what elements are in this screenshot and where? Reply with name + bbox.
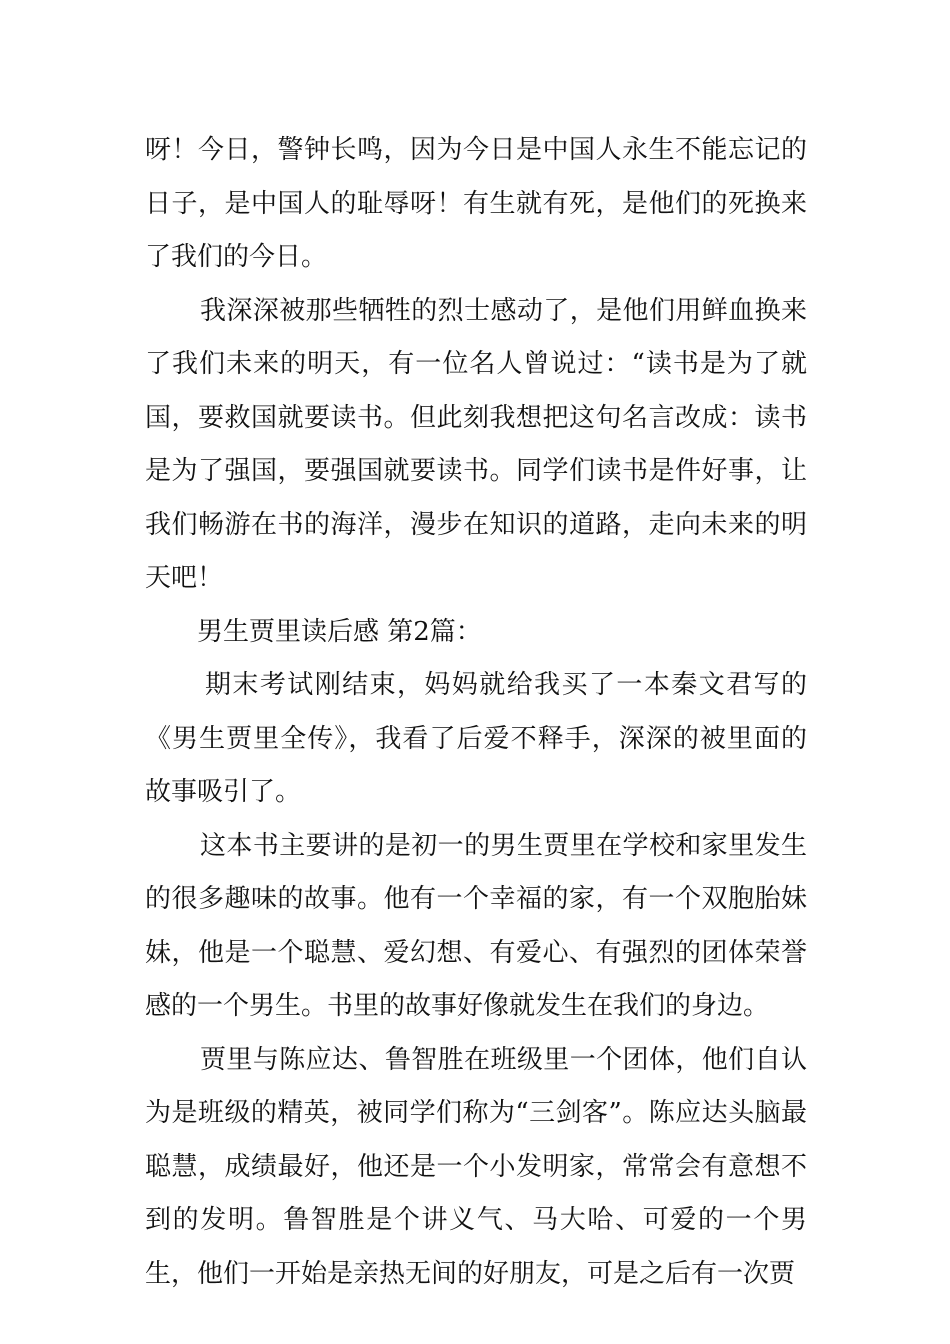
paragraph-2: 我深深被那些牺牲的烈士感动了，是他们用鲜血换来了我们未来的明天，有一位名人曾说过：“读书是为了就国，要救国就要读书。但此刻我想把这句名言改成：读书是为了强国，要强国就要读书。同学们读书是件好事，让我们畅游在书的海洋，漫步在知识的道路，走向未来的明天吧！ [145,295,807,593]
paragraph-3: 期末考试刚结束，妈妈就给我买了一本秦文君写的《男生贾里全传》，我看了后爱不释手，深深的被里面的故事吸引了。 [145,670,807,807]
section-heading: 男生贾里读后感 第2篇： [197,616,482,647]
paragraph-4: 这本书主要讲的是初一的男生贾里在学校和家里发生的很多趣味的故事。他有一个幸福的家，有一个双胞胎妹妹，他是一个聪慧、爱幻想、有爱心、有强烈的团体荣誉感的一个男生。书里的故事好像就发生在我们的身边。 [145,830,807,1021]
paragraph-1: 呀！今日，警钟长鸣，因为今日是中国人永生不能忘记的日子，是中国人的耻辱呀！有生就有死，是他们的死换来了我们的今日。 [145,135,807,272]
document-body [145,124,807,1301]
paragraph-5: 贾里与陈应达、鲁智胜在班级里一个团体，他们自认为是班级的精英，被同学们称为“三剑客”。陈应达头脑最聪慧，成绩最好，他还是一个小发明家，常常会有意想不到的发明。鲁智胜是个讲义气、马大哈、可爱的一个男生，他们一开始是亲热无间的好朋友，可是之后有一次贾 [145,1044,807,1289]
